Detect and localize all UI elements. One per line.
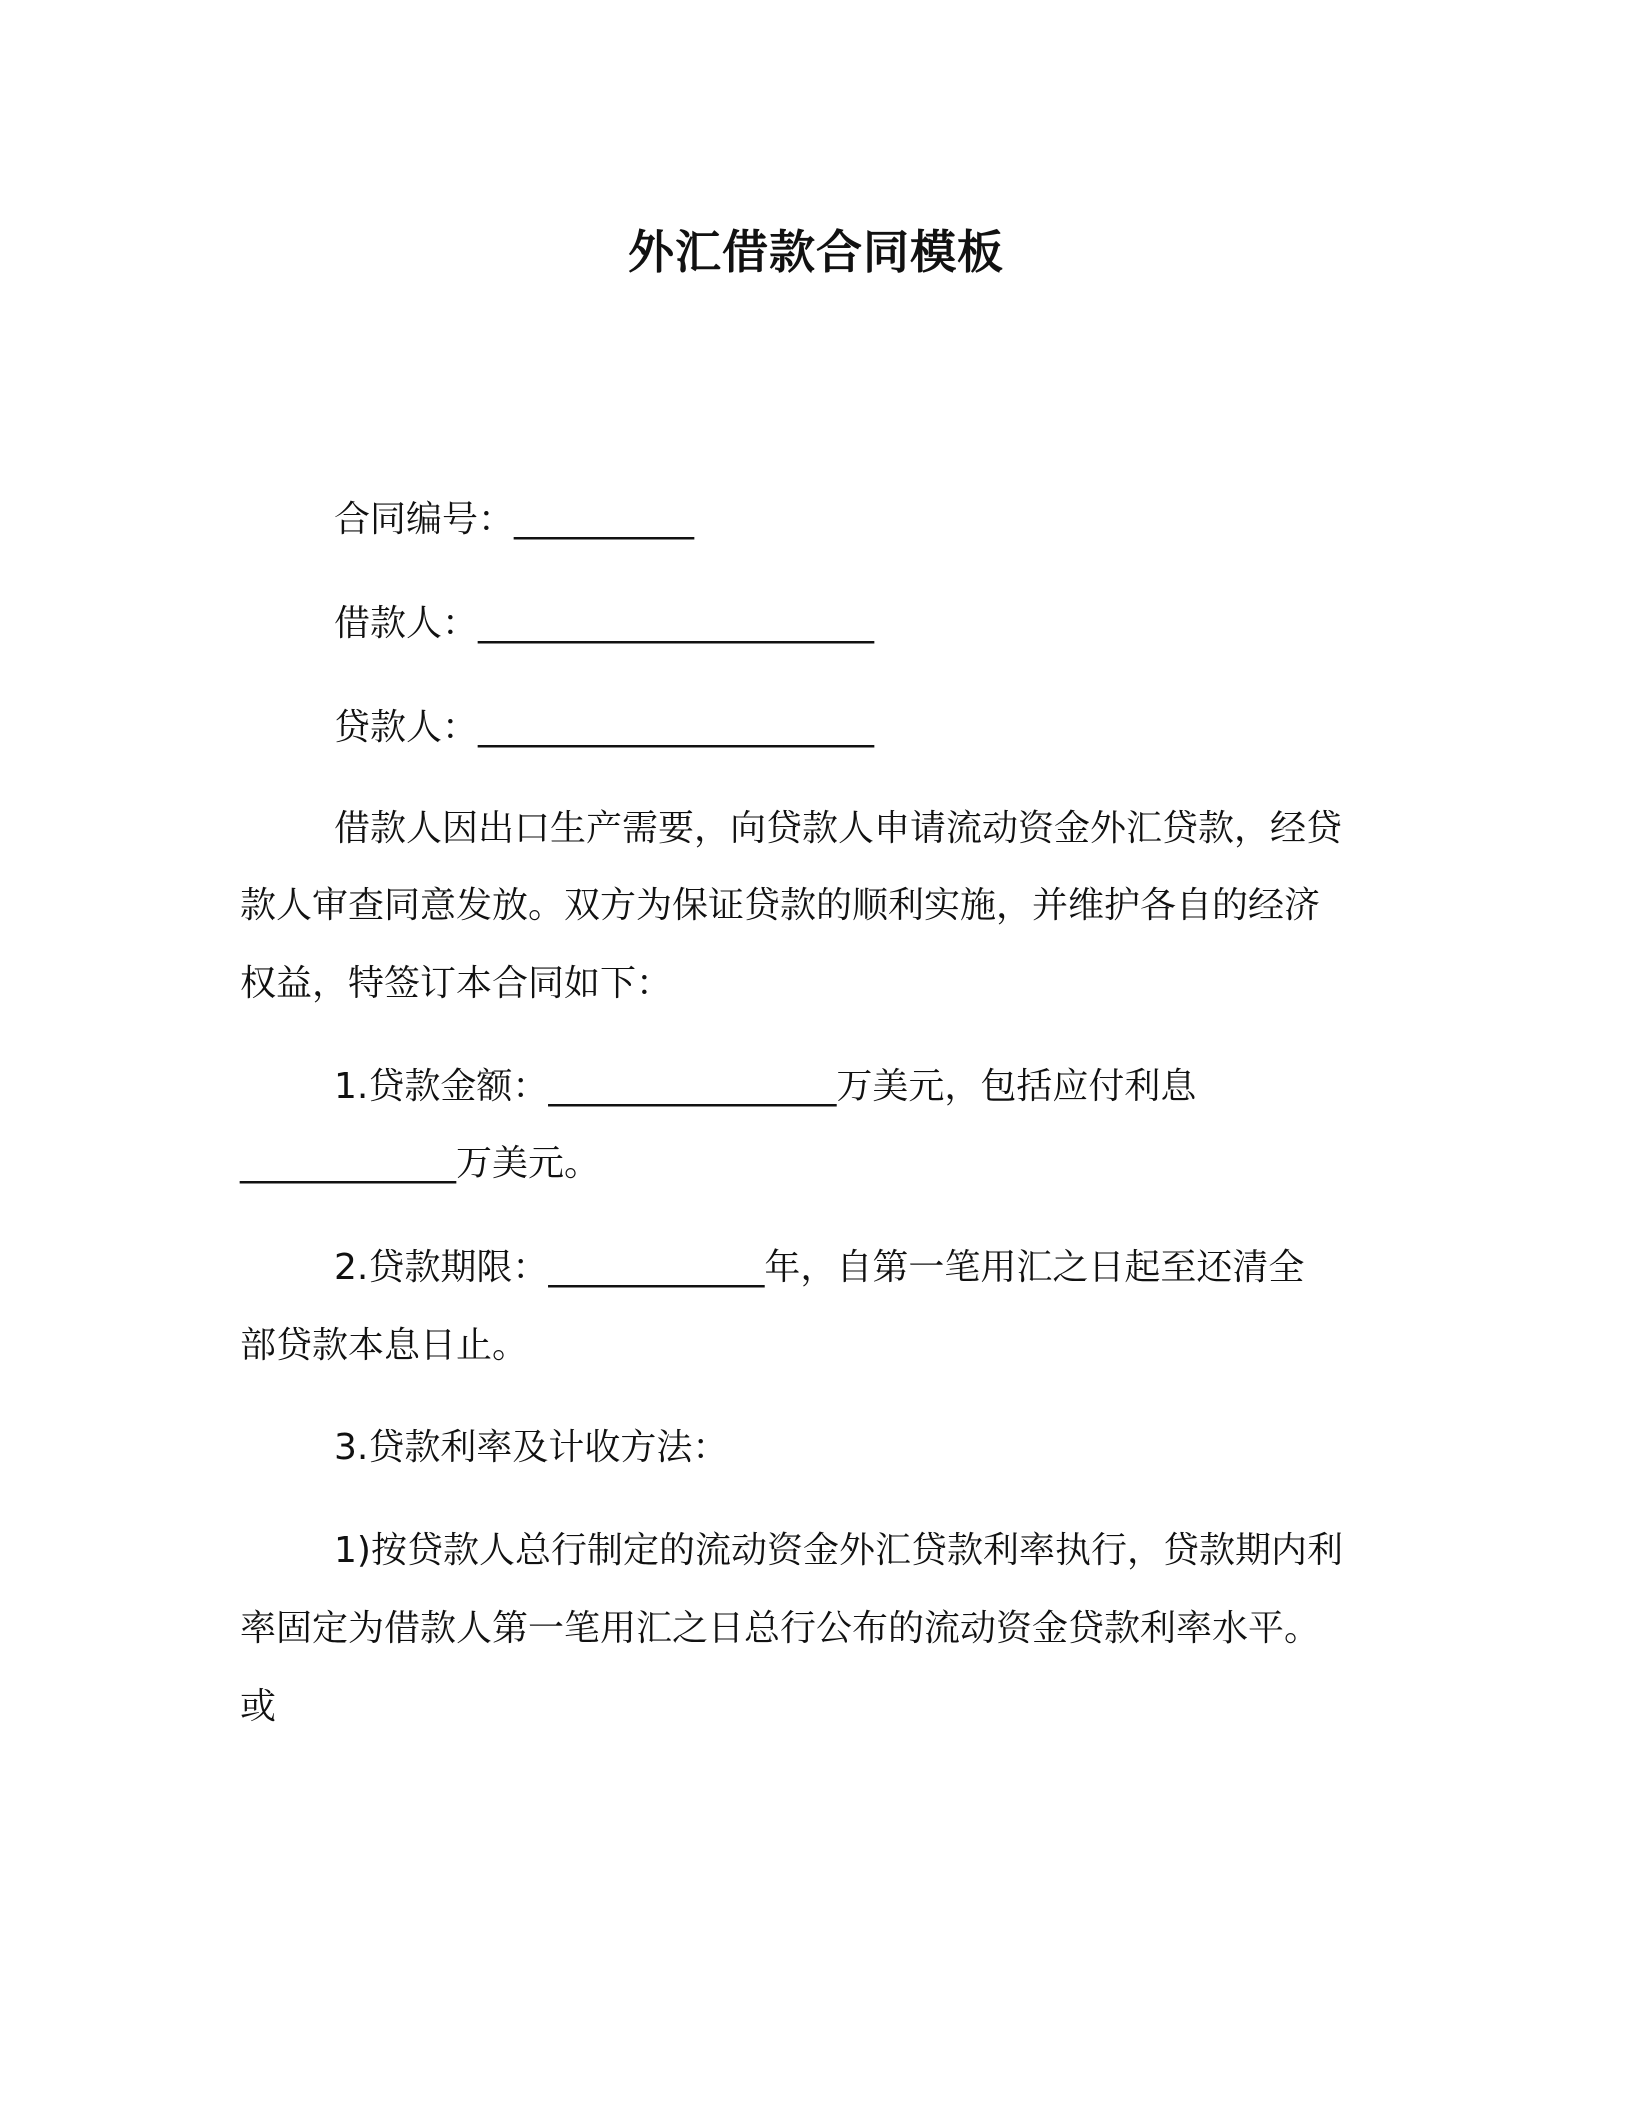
clause-3-heading: 3.贷款利率及计收方法： [334, 1427, 729, 1468]
clause-1-line-1: 1.贷款金额：________________万美元，包括应付利息 [334, 1066, 1197, 1107]
lender-line: 贷款人：______________________ [334, 707, 875, 748]
clause-3-1-line-1: 1)按贷款人总行制定的流动资金外汇贷款利率执行，贷款期内利 [334, 1530, 1343, 1571]
clause-2-line-2: 部贷款本息日止。 [240, 1325, 529, 1366]
clause-3-1-line-2: 率固定为借款人第一笔用汇之日总行公布的流动资金贷款利率水平。 [240, 1608, 1321, 1649]
intro-paragraph-line-3: 权益，特签订本合同如下： [240, 963, 673, 1004]
document-title: 外汇借款合同模板 [628, 225, 1004, 279]
clause-2-line-1: 2.贷款期限：____________年，自第一笔用汇之日起至还清全 [334, 1247, 1305, 1288]
clause-1-line-2: ____________万美元。 [240, 1143, 601, 1184]
borrower-line: 借款人：______________________ [334, 603, 875, 644]
clause-3-1-line-3: 或 [240, 1686, 277, 1727]
intro-paragraph-line-1: 借款人因出口生产需要，向贷款人申请流动资金外汇贷款，经贷 [334, 808, 1343, 849]
intro-paragraph-line-2: 款人审查同意发放。双方为保证贷款的顺利实施，并维护各自的经济 [240, 885, 1321, 926]
contract-number-line: 合同编号：__________ [334, 499, 695, 540]
